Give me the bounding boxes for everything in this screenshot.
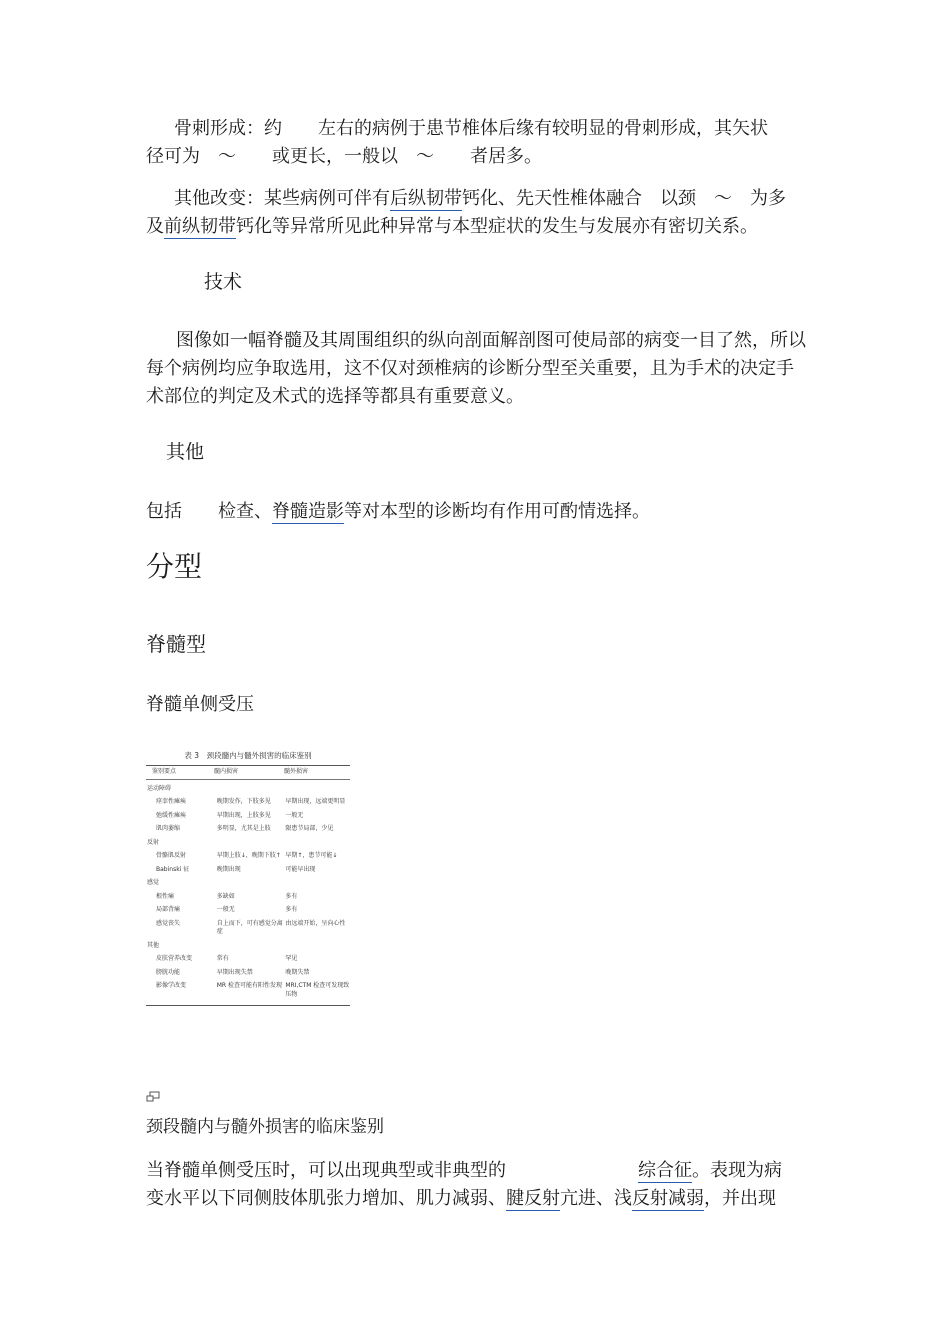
- table-row: [146, 852, 350, 861]
- table-cell: 由远端开始，呈向心性: [285, 919, 346, 927]
- table-body: [146, 785, 350, 1000]
- table-row: [146, 906, 350, 915]
- paragraph-text: 等对本型的诊断均有作用可酌情选择。: [344, 501, 650, 522]
- table-cell: 自上而下，可有感觉分离症: [216, 919, 283, 935]
- table-cell: 膀胱功能: [156, 968, 181, 976]
- table-cell: 常有: [216, 955, 229, 962]
- heading-technique: 技术: [204, 271, 243, 293]
- table-cell: 晚期出现: [216, 865, 241, 873]
- table-image: [146, 748, 350, 1038]
- heading-classification: 分型: [146, 550, 203, 583]
- paragraph-text: 钙化、先天性椎体融合 以颈 ～ 为多: [462, 188, 786, 209]
- table-cell: 骨骼肌反射: [156, 852, 187, 859]
- table-row: [146, 969, 350, 978]
- table-category-row: [146, 942, 350, 951]
- table-cell: [209, 785, 279, 794]
- table-header-rule: [146, 779, 350, 780]
- table-category-row: [146, 785, 350, 794]
- link-myelography[interactable]: 脊髓造影: [272, 501, 344, 522]
- paragraph-text: 包括 检查、: [146, 501, 272, 522]
- table-cell: [209, 879, 279, 888]
- table-cell: 痉挛性瘫痪: [156, 798, 187, 805]
- paragraph-other-changes: [146, 185, 808, 241]
- paragraph-text: 。表现为病: [692, 1160, 782, 1181]
- table-row: [146, 920, 350, 937]
- table-cell: 罕见: [285, 955, 298, 962]
- table-cell: MRI,CTM 检查可发现致压物: [285, 982, 350, 998]
- paragraph-bone-spur: [146, 115, 808, 171]
- table-cell: 根性痛: [156, 892, 175, 900]
- table-cell: 运动障碍: [147, 784, 172, 792]
- table-cell: 多有: [285, 906, 298, 913]
- table-cell: 感觉丧失: [156, 919, 181, 927]
- table-cell: MR 检查可能有阳性发现: [216, 982, 283, 989]
- table-cell: [209, 839, 279, 848]
- paragraph-text: 亢进、浅: [560, 1188, 632, 1209]
- table-cell: 可能早出现: [285, 865, 316, 873]
- table-category-row: [146, 879, 350, 888]
- table-cell: 其他: [147, 941, 160, 949]
- table-cell: 晚期发作，下肢多见: [216, 798, 271, 805]
- link-syndrome[interactable]: 综合征: [638, 1160, 692, 1181]
- table-cell: 皮肤营养改变: [156, 955, 193, 962]
- paragraph-text: 其他改变：某些病例可伴有: [174, 188, 390, 209]
- heading-spinal-type: 脊髓型: [146, 632, 206, 656]
- paragraph-text: 当脊髓单侧受压时，可以出现典型或非典型的: [146, 1160, 506, 1181]
- table-row: [146, 893, 350, 902]
- table-cell: 早期↑，患节可能↓: [285, 852, 338, 859]
- heading-other: 其他: [166, 441, 205, 463]
- table-cell: 感觉: [147, 879, 160, 886]
- table-cell: Babinski 征: [156, 865, 190, 873]
- table-row: [146, 812, 350, 821]
- table-bottom-rule: [146, 1005, 350, 1006]
- table-cell: 一般无: [285, 811, 304, 819]
- table-cell: 多缺如: [216, 892, 235, 900]
- table-cell: 限患节局部，少见: [285, 825, 334, 832]
- table-cell: 早期出现，上肢多见: [216, 811, 271, 819]
- table-header-cell: 髓内损害: [214, 768, 239, 775]
- table-cell: 多有: [285, 892, 298, 900]
- table-cell: 多明显，尤其是上肢: [216, 825, 271, 832]
- paragraph-text: 钙化等异常所见此种异常与本型症状的发生与发展亦有密切关系。: [236, 216, 758, 237]
- paragraph-line: 骨刺形成：约 左右的病例于患节椎体后缘有较明显的骨刺形成，其矢状: [174, 118, 768, 139]
- table-header-cell: 髓外损害: [284, 768, 309, 775]
- table-header-cell: 鉴别要点: [152, 768, 177, 775]
- table-row: [146, 982, 350, 999]
- table-cell: [279, 785, 345, 794]
- table-cell: 局部背痛: [156, 906, 181, 913]
- table-cell: [279, 942, 345, 951]
- paragraph-text: 变水平以下同侧肢体肌张力增加、肌力减弱、: [146, 1188, 506, 1209]
- link-reflex-weakened[interactable]: 反射减弱: [632, 1188, 704, 1209]
- table-cell: 反射: [147, 838, 160, 846]
- figure-caption: 颈段髓内与髓外损害的临床鉴别: [146, 1117, 384, 1137]
- table-title: 表 3 颈段髓内与髓外损害的临床鉴别: [184, 751, 312, 760]
- heading-unilateral-compression: 脊髓单侧受压: [146, 694, 254, 715]
- table-cell: 一般无: [216, 906, 235, 913]
- paragraph-line: 径可为 ～ 或更长，一般以 ～ 者居多。: [146, 146, 542, 167]
- table-cell: [279, 879, 345, 888]
- table-cell: [209, 942, 279, 951]
- link-posterior-ligament[interactable]: 后纵韧带: [390, 188, 462, 209]
- paragraph-unilateral-desc: [146, 1157, 808, 1213]
- table-cell: 早期出现，远端更明显: [285, 798, 346, 805]
- table-header-row: [146, 766, 350, 779]
- table-row: [146, 825, 350, 834]
- table-row: [146, 798, 350, 807]
- table-cell: 晚期失禁: [285, 968, 310, 976]
- paragraph-text: ，并出现: [704, 1188, 776, 1209]
- link-anterior-ligament[interactable]: 前纵韧带: [164, 216, 236, 237]
- table-cell: [279, 839, 345, 848]
- image-placeholder-icon: [146, 1091, 160, 1103]
- paragraph-text: 及: [146, 216, 164, 237]
- table-cell: 影像学改变: [156, 982, 187, 989]
- paragraph-mri: 图像如一幅脊髓及其周围组织的纵向剖面解剖图可使局部的病变一目了然，所以每个病例均应争取选用，这不仅对颈椎病的诊断分型至关重要，且为手术的决定手术部位的判定及术式的选择等都具有重要意义。: [146, 330, 806, 407]
- link-tendon-reflex[interactable]: 腱反射: [506, 1188, 560, 1209]
- table-cell: 早期出现失禁: [216, 968, 253, 976]
- paragraph-includes: [146, 498, 808, 526]
- table-cell: 肌肉萎缩: [156, 825, 181, 832]
- table-cell: 早期上肢↓，晚期下肢↑: [216, 852, 281, 859]
- table-category-row: [146, 839, 350, 848]
- table-cell: 弛缓性瘫痪: [156, 811, 187, 819]
- table-row: [146, 866, 350, 875]
- table-row: [146, 955, 350, 964]
